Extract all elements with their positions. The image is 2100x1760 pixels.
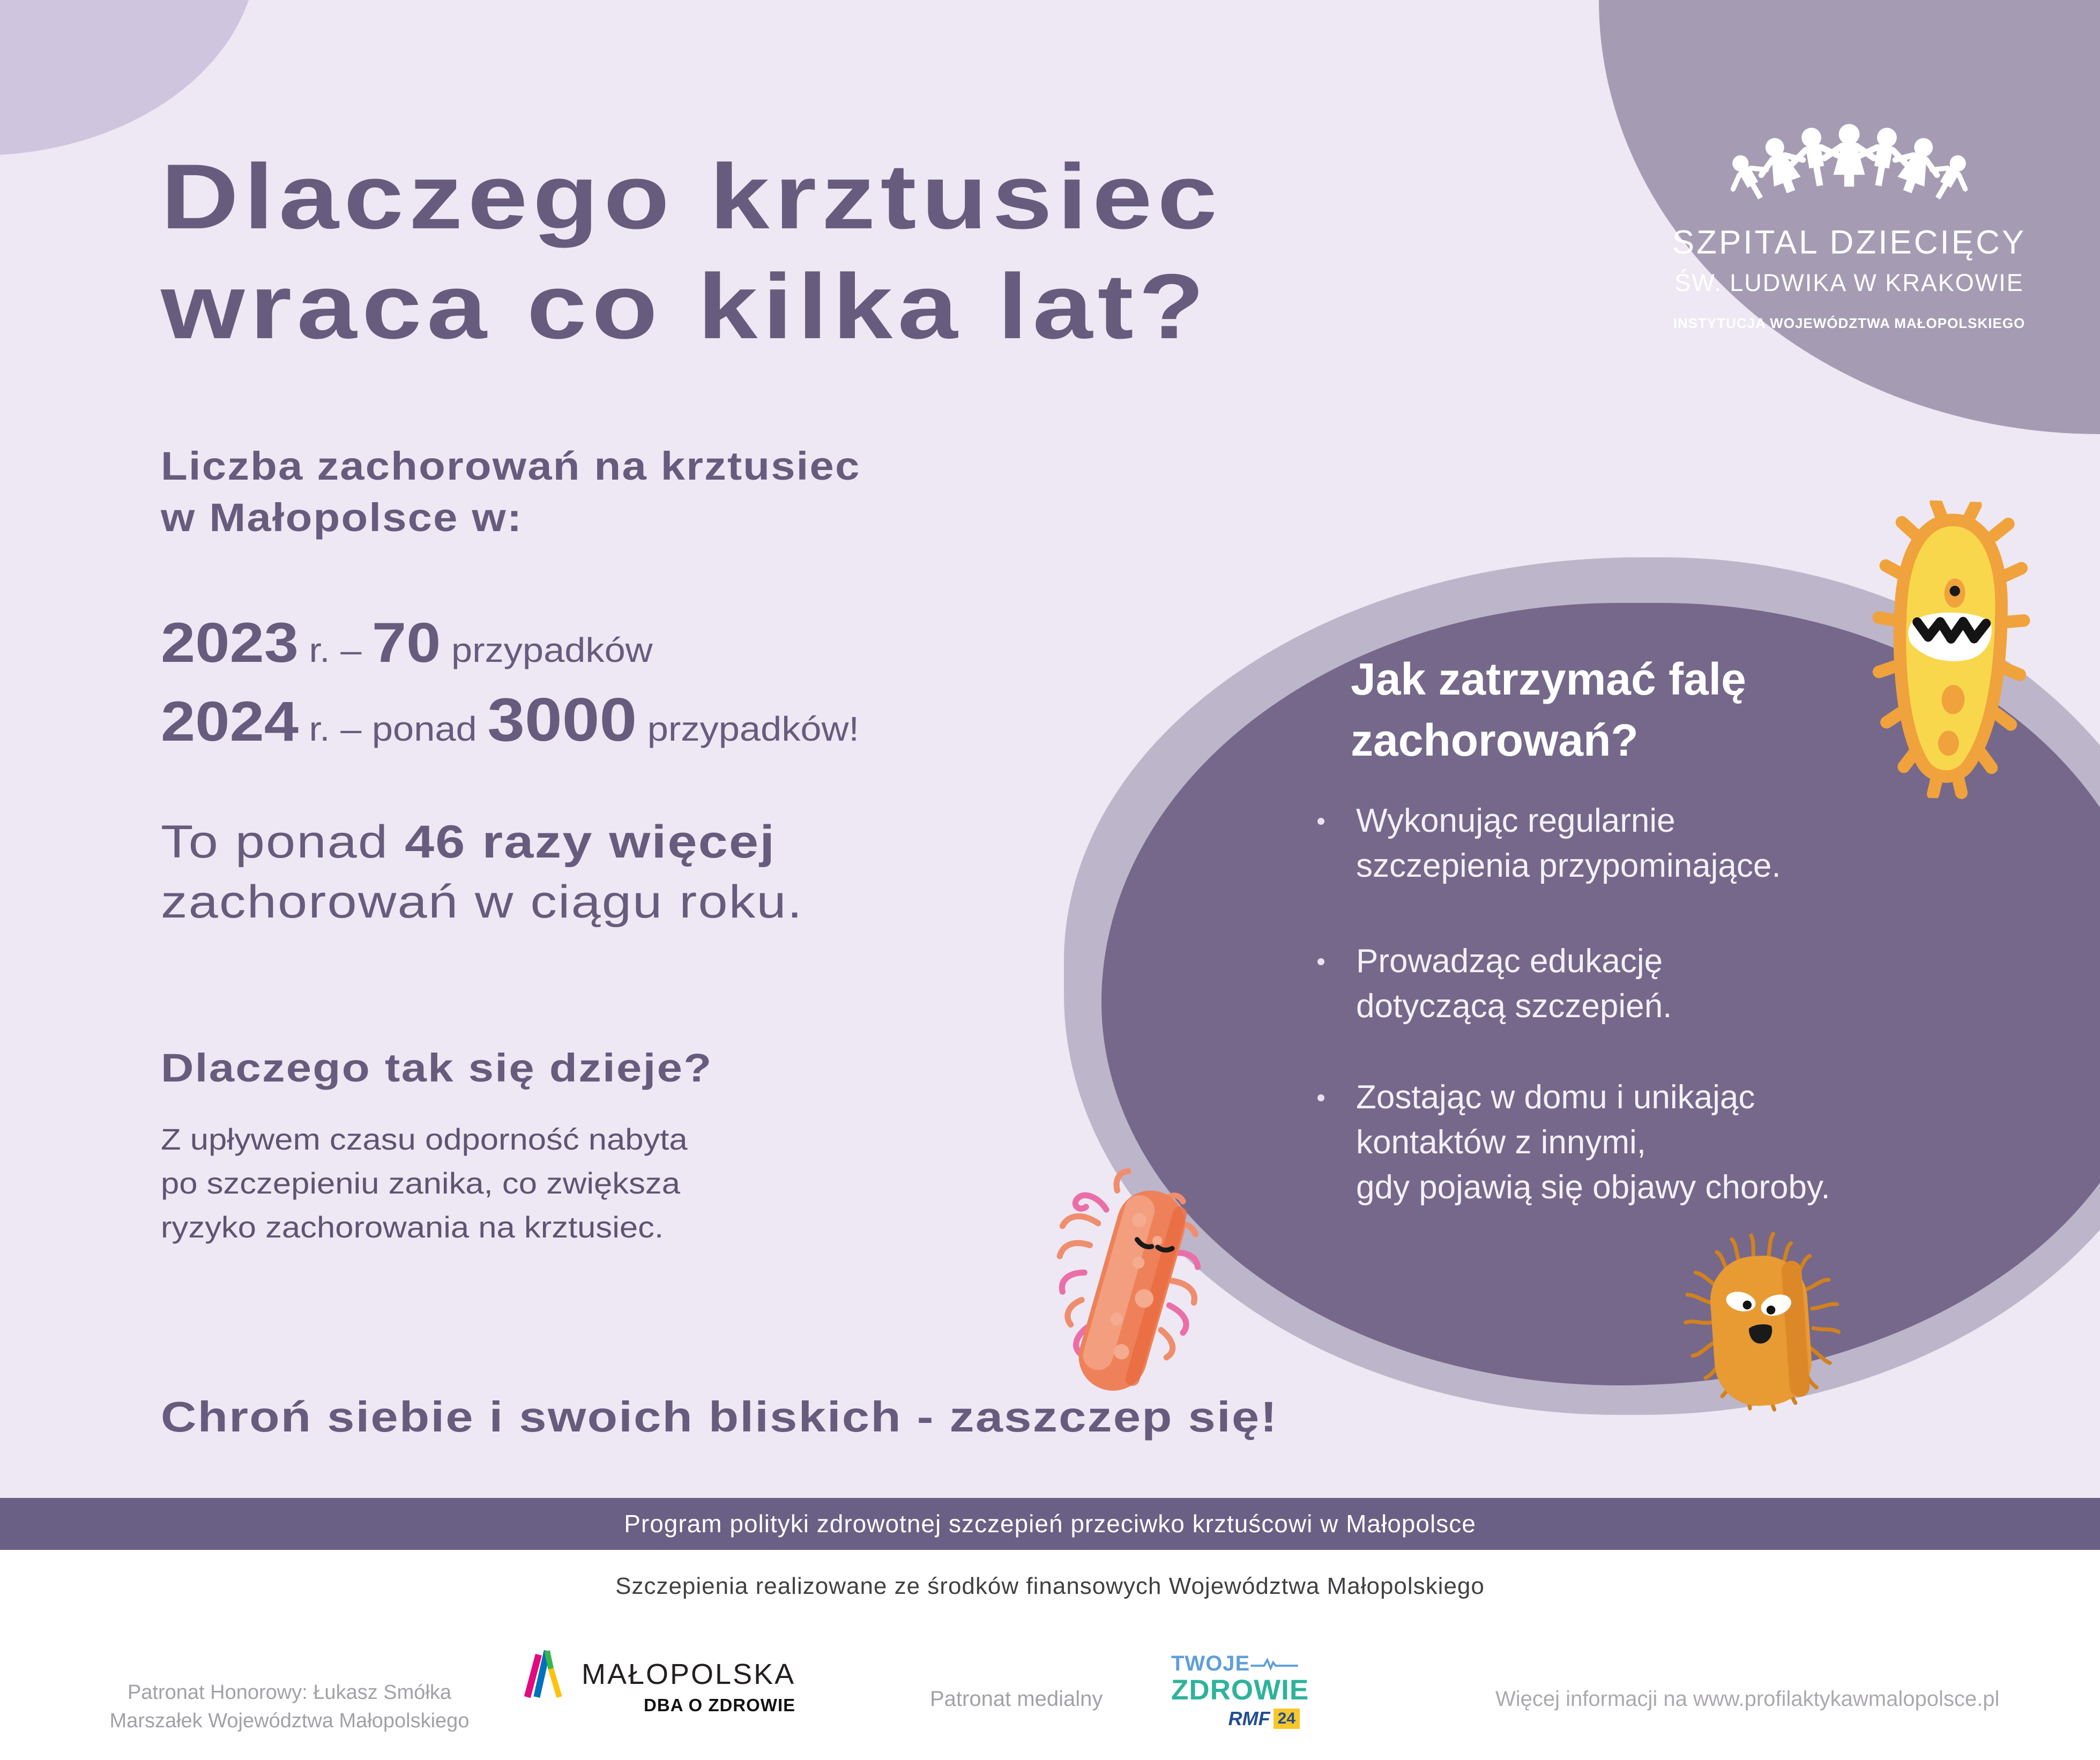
stat-count-2023: 70 <box>371 611 441 674</box>
hospital-institution: INSTYTUCJA WOJEWÓDZTWA MAŁOPOLSKIEGO <box>1673 315 2025 331</box>
emphasis-text <box>161 812 803 932</box>
bullet-dot <box>1317 818 1324 825</box>
stat-suffix-2023: przypadków <box>441 631 653 669</box>
cta-text: Chroń siebie i swoich bliskich - zaszczep się! <box>161 1393 1278 1441</box>
program-bar <box>0 1498 2100 1550</box>
more-info-url: Więcej informacji na www.profilaktykawmalopolsce.pl <box>1495 1687 2000 1711</box>
stat-mid-2023: r. – <box>298 631 372 669</box>
how-bullet-1: Wykonując regularnie szczepienia przypominające. <box>1356 802 1781 884</box>
bacteria-yellow-icon <box>1838 497 2060 802</box>
malopolska-m-icon <box>523 1648 570 1700</box>
stat-row-2023 <box>161 611 653 675</box>
page-title <box>161 142 1223 362</box>
why-line-2: po szczepieniu zanika, co zwiększa <box>161 1166 680 1200</box>
malopolska-name: MAŁOPOLSKA <box>582 1658 796 1690</box>
honorary-patronage <box>102 1679 477 1735</box>
program-bar-text: Program polityki zdrowotnej szczepień przeciwko krztuścowi w Małopolsce <box>624 1510 1476 1538</box>
heartbeat-line-icon <box>1250 1658 1300 1670</box>
stat-count-2024: 3000 <box>487 686 637 754</box>
emphasis-line-2: zachorowań w ciągu roku. <box>161 876 803 928</box>
stat-row-2024 <box>161 685 859 755</box>
how-heading-line-1: Jak zatrzymać falę <box>1351 654 1746 704</box>
top-left-circle <box>0 0 257 155</box>
why-paragraph <box>161 1117 688 1249</box>
hospital-name: SZPITAL DZIECIĘCY <box>1672 224 2027 261</box>
stats-intro-line-2: w Małopolsce w: <box>161 495 523 540</box>
media-patronage-label: Patronat medialny <box>930 1687 1103 1711</box>
people-chain-icon <box>1710 75 1989 213</box>
bullet-dot <box>1317 1094 1324 1101</box>
stat-year-2024: 2024 <box>161 690 299 753</box>
hospital-subtitle: ŚW. LUDWIKA W KRAKOWIE <box>1674 269 2024 296</box>
bullet-dot <box>1317 958 1324 965</box>
stats-intro-line-1: Liczba zachorowań na krztusiec <box>161 444 861 488</box>
how-heading-line-2: zachorowań? <box>1351 715 1639 765</box>
rmf-zdrowie: ZDROWIE <box>1171 1674 1309 1706</box>
stat-year-2023: 2023 <box>161 611 299 674</box>
why-line-3: ryzyko zachorowania na krztusiec. <box>161 1210 664 1244</box>
how-bullet-2: Prowadząc edukację dotyczącą szczepień. <box>1356 943 1672 1025</box>
why-line-1: Z upływem czasu odporność nabyta <box>161 1122 688 1156</box>
stat-mid-2024: r. – ponad <box>298 710 488 748</box>
rmf-twoje: TWOJE <box>1171 1652 1250 1675</box>
funding-note: Szczepienia realizowane ze środków finansowych Województwa Małopolskiego <box>615 1573 1485 1599</box>
rmf-24-badge: 24 <box>1274 1709 1300 1729</box>
honorary-line-1: Patronat Honorowy: Łukasz Smółka <box>127 1681 452 1704</box>
stat-suffix-2024: przypadków! <box>637 710 859 748</box>
title-line-1: Dlaczego krztusiec <box>161 145 1223 248</box>
bacteria-coral-icon <box>1016 1158 1246 1415</box>
rmf-logo <box>1171 1652 1309 1730</box>
how-bullet-3: Zostając w domu i unikając kontaktów z innymi, gdy pojawią się objawy choroby. <box>1356 1079 1830 1206</box>
hospital-logo <box>1667 75 2031 332</box>
honorary-line-2: Marszałek Województwa Małopolskiego <box>109 1710 470 1732</box>
emphasis-bold: 46 razy więcej <box>405 816 776 868</box>
how-heading <box>1351 648 1746 771</box>
why-heading: Dlaczego tak się dzieje? <box>161 1046 713 1090</box>
malopolska-logo <box>523 1648 795 1716</box>
emphasis-pre: To ponad <box>161 816 405 868</box>
title-line-2: wraca co kilka lat? <box>161 255 1210 358</box>
rmf-name: RMF <box>1228 1707 1270 1729</box>
stats-intro <box>161 441 861 543</box>
malopolska-tagline: DBA O ZDROWIE <box>644 1695 796 1715</box>
bacteria-orange-icon <box>1640 1209 1879 1431</box>
